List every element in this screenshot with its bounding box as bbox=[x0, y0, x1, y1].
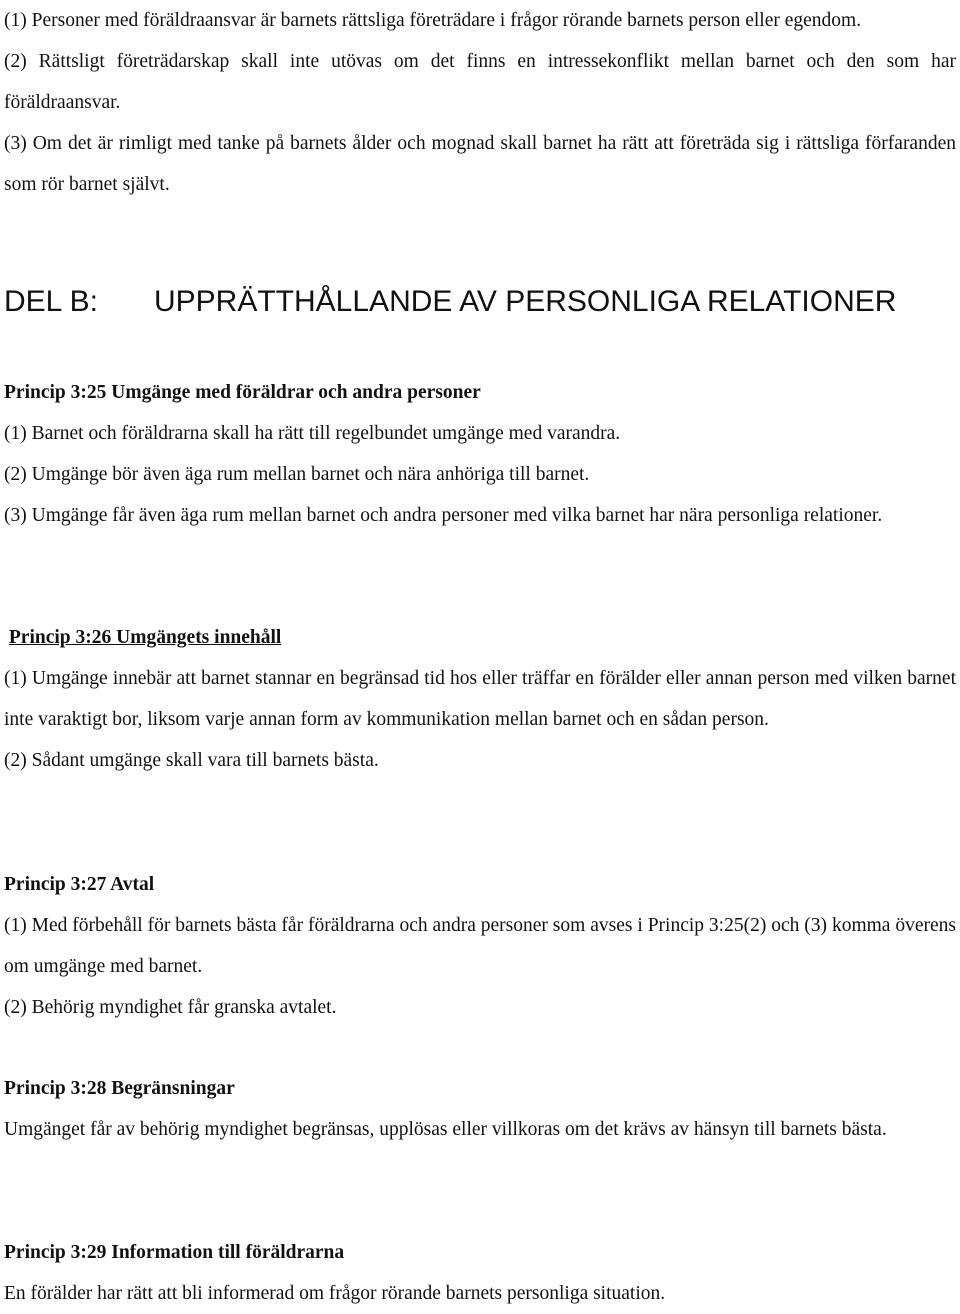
principle-3-29 bbox=[4, 1232, 956, 1314]
principle-paragraph: (2) Sådant umgänge skall vara till barnets bästa. bbox=[4, 750, 379, 771]
principle-paragraph: (2) Umgänge bör även äga rum mellan barnet och nära anhöriga till barnet. bbox=[4, 464, 590, 485]
intro-paragraph-3: (3) Om det är rimligt med tanke på barnets ålder och mognad skall barnet ha rätt att företräda sig i rättsliga förfaranden som rör barnet självt. bbox=[4, 133, 956, 195]
principle-3-26 bbox=[4, 617, 956, 781]
principle-heading-text: Princip 3:26 Umgängets innehåll bbox=[8, 627, 282, 648]
intro-paragraph-2: (2) Rättsligt företrädarskap skall inte utövas om det finns en intressekonflikt mellan barnet och den som har föräldraansvar. bbox=[4, 51, 956, 113]
part-label: DEL B: bbox=[4, 285, 98, 318]
part-title: UPPRÄTTHÅLLANDE AV PERSONLIGA RELATIONER bbox=[154, 285, 897, 318]
principle-paragraph: Umgänget får av behörig myndighet begränsas, upplösas eller villkoras om det krävs av hänsyn till barnets bästa. bbox=[4, 1119, 887, 1140]
principle-paragraph: (1) Med förbehåll för barnets bästa får föräldrarna och andra personer som avses i Princip 3:25(2) och (3) komma överens om umgänge med barnet. bbox=[4, 915, 956, 977]
principle-3-27 bbox=[4, 864, 956, 1028]
principle-heading: Princip 3:28 Begränsningar bbox=[4, 1078, 235, 1099]
principle-heading bbox=[4, 617, 956, 658]
principle-3-28 bbox=[4, 1068, 956, 1150]
principle-heading: Princip 3:27 Avtal bbox=[4, 874, 155, 895]
principle-paragraph: (1) Barnet och föräldrarna skall ha rätt till regelbundet umgänge med varandra. bbox=[4, 423, 621, 444]
principle-3-25 bbox=[4, 372, 956, 536]
principle-heading: Princip 3:29 Information till föräldrarna bbox=[4, 1242, 345, 1263]
principle-paragraph: En förälder har rätt att bli informerad om frågor rörande barnets personliga situation. bbox=[4, 1283, 666, 1304]
principle-heading: Princip 3:25 Umgänge med föräldrar och andra personer bbox=[4, 382, 481, 403]
intro-section bbox=[4, 0, 956, 205]
principle-paragraph: (2) Behörig myndighet får granska avtalet. bbox=[4, 997, 337, 1018]
principle-paragraph: (1) Umgänge innebär att barnet stannar en begränsad tid hos eller träffar en förälder eller annan person med vilken barnet inte varaktigt bor, liksom varje annan form av kommunikation mellan barnet och en sådan person. bbox=[4, 668, 956, 730]
intro-paragraph-1: (1) Personer med föräldraansvar är barnets rättsliga företrädare i frågor rörande barnets person eller egendom. bbox=[4, 10, 862, 31]
principle-paragraph: (3) Umgänge får även äga rum mellan barnet och andra personer med vilka barnet har nära personliga relationer. bbox=[4, 505, 883, 526]
part-heading bbox=[4, 282, 956, 322]
